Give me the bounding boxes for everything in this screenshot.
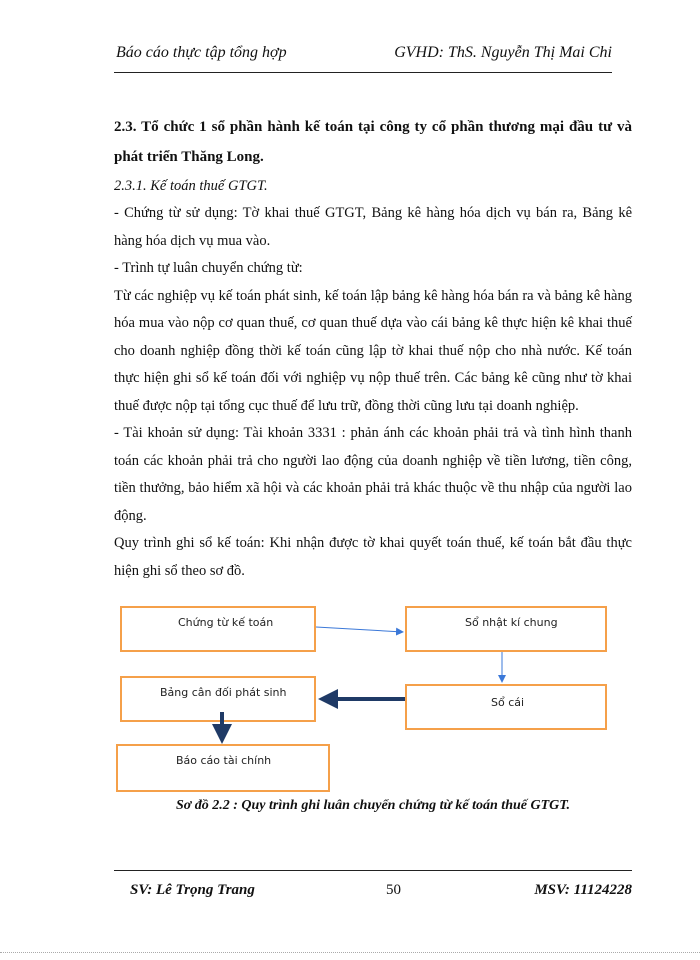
box-bao-cao-tai-chinh: [116, 744, 330, 792]
box-chung-tu-ke-toan: [120, 606, 316, 652]
box-so-nhat-ki-chung: [405, 606, 607, 652]
box-label: Bảng cân đối phát sinh: [160, 686, 287, 699]
main-content: [114, 112, 632, 585]
arrow-chung-tu-to-nhat-ki: [316, 627, 403, 632]
section-heading: 2.3. Tổ chức 1 sổ phần hành kế toán tại công ty cổ phần thương mại đầu tư và phát triển Thăng Long.: [114, 119, 632, 165]
box-bang-can-doi: [120, 676, 316, 722]
subsection-heading: 2.3.1. Kế toán thuế GTGT.: [114, 178, 268, 194]
student-id: MSV: 11124228: [534, 882, 632, 898]
box-label: Sổ nhật kí chung: [465, 616, 558, 629]
paragraph-account: - Tài khoản sử dụng: Tài khoản 3331 : phản ánh các khoản phải trả và tình hình thanh toán các khoản phải trả cho người lao động của doanh nghiệp về tiền lương, tiền công, tiền thưởng, bảo hiểm xã hội và các khoản phải trả khác thuộc về thu nhập của người lao động.: [114, 425, 632, 524]
box-label: Sổ cái: [491, 696, 525, 709]
box-so-cai: [405, 684, 607, 730]
paragraph-bookkeeping: Quy trình ghi sổ kế toán: Khi nhận được tờ khai quyết toán thuế, kế toán bắt đầu thực hiện ghi sổ theo sơ đồ.: [114, 535, 632, 579]
supervisor: GVHD: ThS. Nguyễn Thị Mai Chi: [394, 44, 612, 61]
paragraph-process: Từ các nghiệp vụ kế toán phát sinh, kế toán lập bảng kê hàng hóa bán ra và bảng kê hàng hóa mua vào nộp cơ quan thuế, cơ quan thuế dựa vào cái bảng kê thực hiện kê khai thuế cho doanh nghiệp đồng thời kế toán cũng lập tờ khai thuế nộp cho nhà nước. Kế toán thực hiện ghi sổ kế toán đối với nghiệp vụ nộp thuế trên. Các bảng kê cũng như tờ khai thuế được nộp tại tổng cục thuế để lưu trữ, đồng thời cũng lưu tại doanh nghiệp.: [114, 287, 632, 414]
box-label: Báo cáo tài chính: [176, 754, 272, 767]
report-title: Báo cáo thực tập tổng hợp: [116, 44, 287, 61]
paragraph-documents: - Chứng từ sử dụng: Tờ khai thuế GTGT, Bảng kê hàng hóa dịch vụ bán ra, Bảng kê hàng hóa dịch vụ mua vào.: [114, 205, 632, 249]
page-edge: [0, 952, 700, 953]
page-number: 50: [386, 882, 401, 898]
student-name: SV: Lê Trọng Trang: [130, 882, 255, 898]
page-header: [114, 40, 612, 73]
paragraph-process-label: - Trình tự luân chuyển chứng từ:: [114, 260, 303, 276]
box-label: Chứng từ kế toán: [178, 616, 274, 629]
diagram-caption: Sơ đồ 2.2 : Quy trình ghi luân chuyển chứng từ kế toán thuế GTGT.: [175, 798, 571, 813]
page-footer: [114, 870, 632, 907]
